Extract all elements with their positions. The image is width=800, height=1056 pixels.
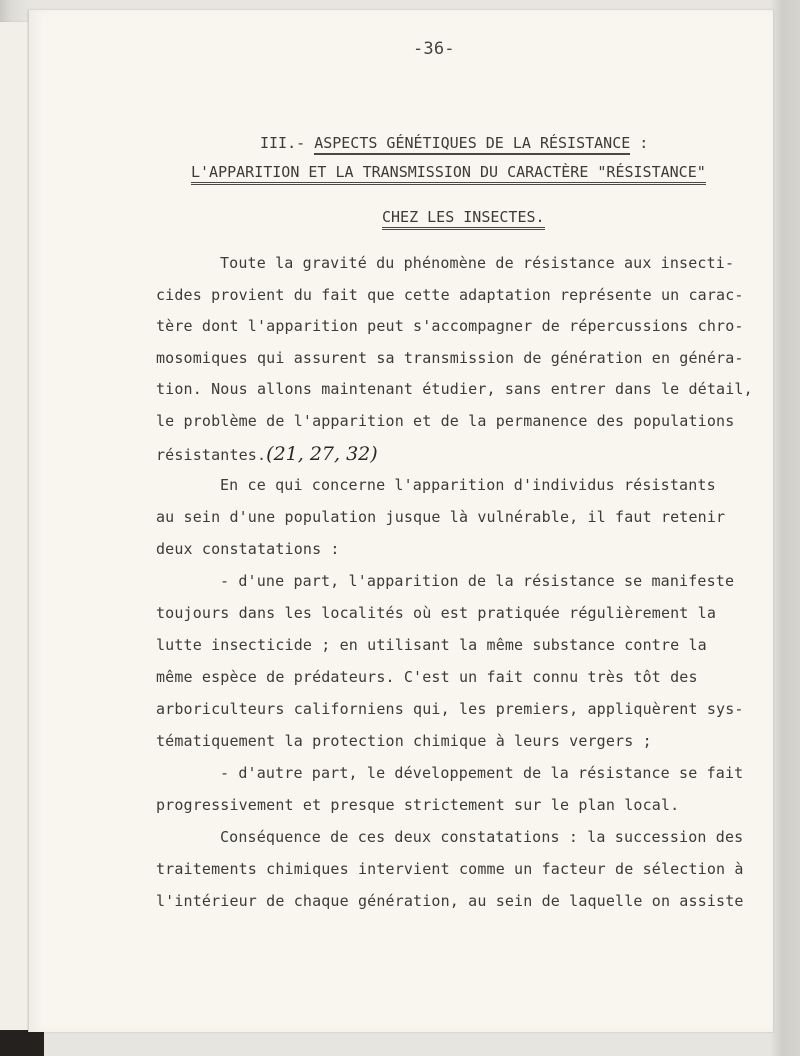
section-number: III.-: [260, 134, 315, 152]
list-item-line: - d'une part, l'apparition de la résistance se manifeste: [220, 572, 735, 590]
paragraph-line: tère dont l'apparition peut s'accompagner de répercussions chro-: [156, 317, 744, 335]
list-item-line: arboriculteurs californiens qui, les premiers, appliquèrent sys-: [156, 700, 744, 718]
list-item-line: lutte insecticide ; en utilisant la même substance contre la: [156, 636, 707, 654]
document-page: [28, 10, 773, 1032]
paragraph-line: Toute la gravité du phénomène de résistance aux insecti-: [220, 254, 735, 272]
list-item-line: - d'autre part, le développement de la résistance se fait: [220, 764, 744, 782]
binding-corner: [0, 1030, 44, 1056]
paragraph-line: cides provient du fait que cette adaptation représente un carac-: [156, 286, 744, 304]
paragraph-line: Conséquence de ces deux constatations : la succession des: [220, 828, 744, 846]
paragraph-line-with-reference: [156, 443, 378, 465]
section-title: ASPECTS GÉNÉTIQUES DE LA RÉSISTANCE: [314, 134, 630, 155]
section-heading-line-3: [382, 208, 545, 226]
handwritten-reference: (21, 27, 32): [266, 443, 378, 465]
paragraph-line: En ce qui concerne l'apparition d'individus résistants: [220, 476, 716, 494]
paragraph-line: mosomiques qui assurent sa transmission de génération en généra-: [156, 349, 744, 367]
paragraph-line: résistantes.: [156, 446, 267, 464]
list-item-line: tématiquement la protection chimique à leurs vergers ;: [156, 732, 652, 750]
list-item-line: même espèce de prédateurs. C'est un fait connu très tôt des: [156, 668, 698, 686]
section-subtitle-end: CHEZ LES INSECTES.: [382, 208, 545, 230]
paragraph-line: deux constatations :: [156, 540, 340, 558]
paragraph-line: tion. Nous allons maintenant étudier, sans entrer dans le détail,: [156, 380, 753, 398]
paragraph-line: le problème de l'apparition et de la permanence des populations: [156, 412, 735, 430]
section-subtitle: L'APPARITION ET LA TRANSMISSION DU CARACTÈRE "RÉSISTANCE": [191, 163, 706, 185]
heading-colon: :: [630, 134, 649, 152]
paragraph-line: l'intérieur de chaque génération, au sein de laquelle on assiste: [156, 892, 744, 910]
paragraph-line: au sein d'une population jusque là vulnérable, il faut retenir: [156, 508, 726, 526]
list-item-line: toujours dans les localités où est pratiquée régulièrement la: [156, 604, 717, 622]
section-heading-line-1: [260, 134, 648, 152]
page-number: -36-: [413, 39, 455, 59]
paragraph-line: traitements chimiques intervient comme un facteur de sélection à: [156, 860, 744, 878]
section-heading-line-2: [191, 163, 706, 181]
list-item-line: progressivement et presque strictement sur le plan local.: [156, 796, 680, 814]
